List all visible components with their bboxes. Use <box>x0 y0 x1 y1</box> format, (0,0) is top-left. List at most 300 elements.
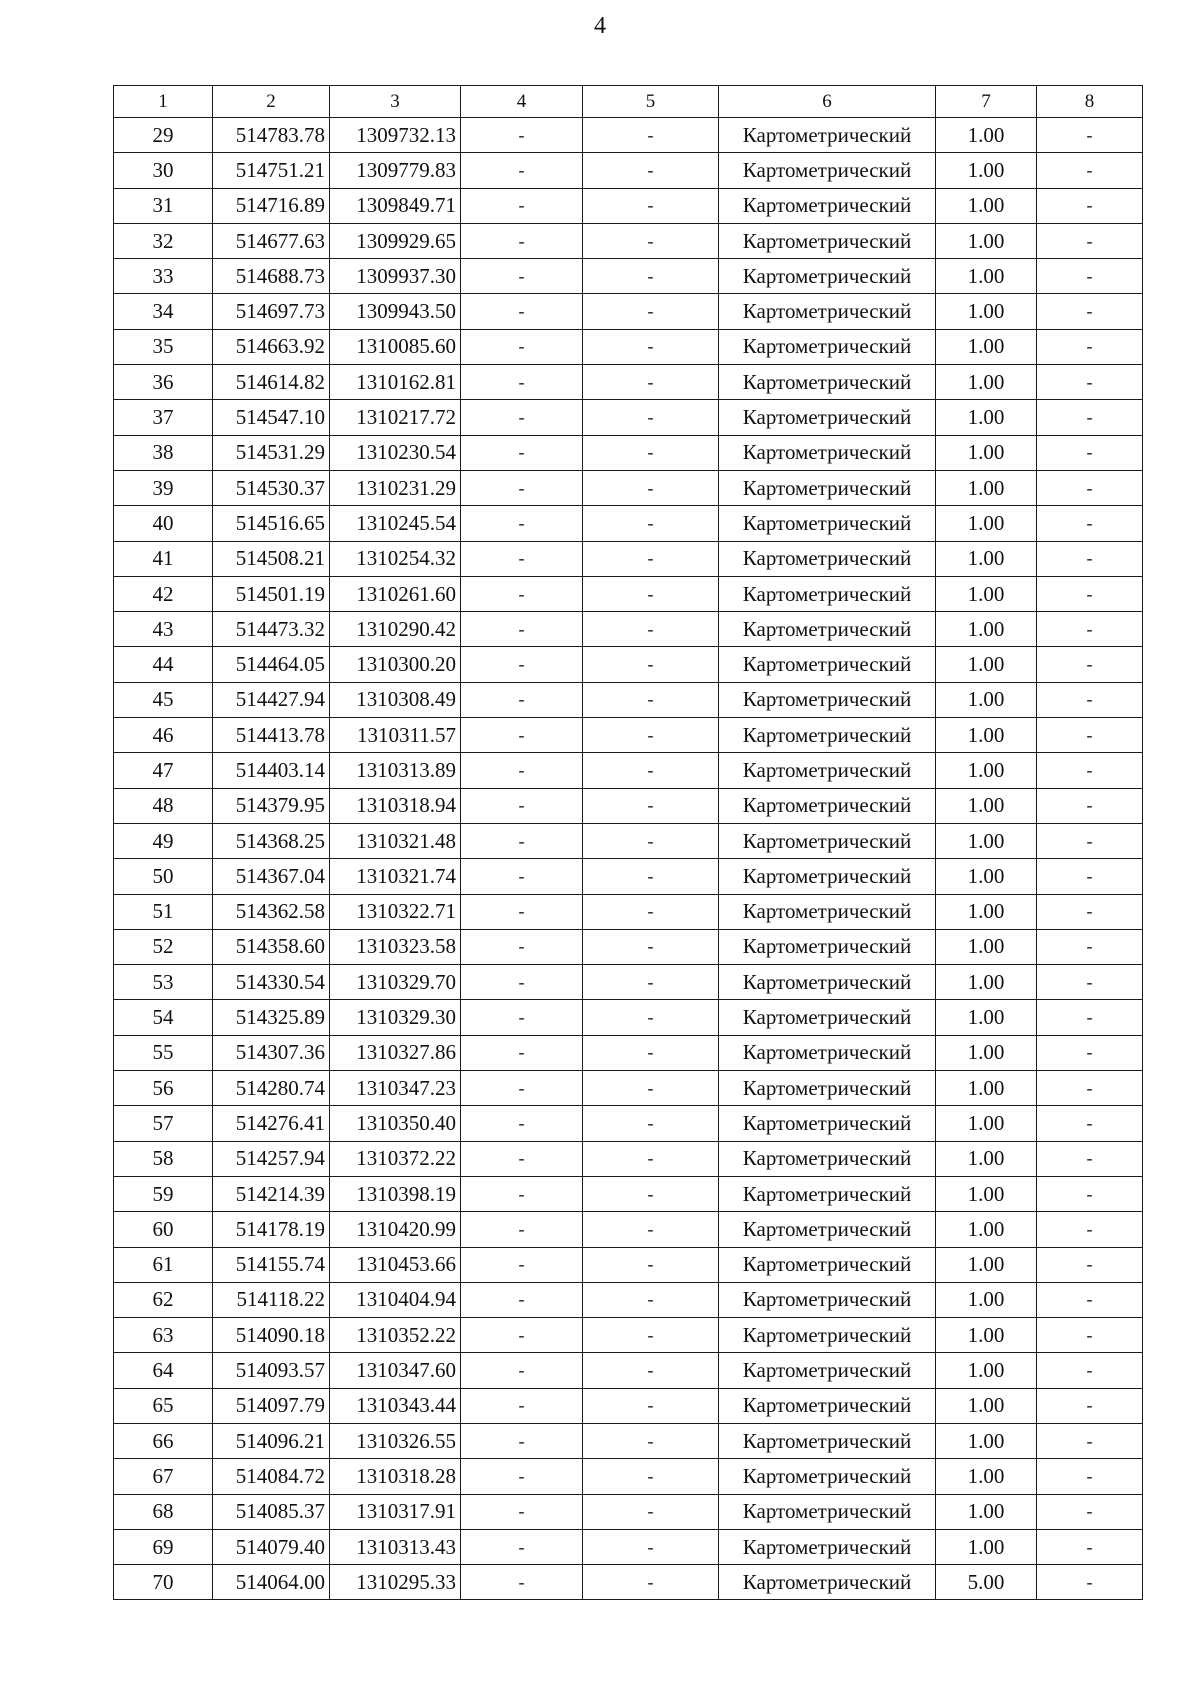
cell-col-4: - <box>461 1388 583 1423</box>
cell-col-4: - <box>461 541 583 576</box>
cell-col-8: - <box>1037 259 1143 294</box>
cell-method: Картометрический <box>719 118 936 153</box>
cell-coord-y: 1310404.94 <box>330 1282 461 1317</box>
cell-coord-x: 514677.63 <box>213 223 330 258</box>
cell-method: Картометрический <box>719 329 936 364</box>
cell-col-4: - <box>461 1106 583 1141</box>
cell-point-number: 67 <box>114 1459 213 1494</box>
table-row <box>114 894 1143 929</box>
cell-col-5: - <box>583 1388 719 1423</box>
cell-method: Картометрический <box>719 541 936 576</box>
column-header-7: 7 <box>936 86 1037 118</box>
cell-point-number: 37 <box>114 400 213 435</box>
cell-col-8: - <box>1037 435 1143 470</box>
cell-method: Картометрический <box>719 400 936 435</box>
cell-col-4: - <box>461 1459 583 1494</box>
cell-coord-y: 1309779.83 <box>330 153 461 188</box>
cell-coord-x: 514096.21 <box>213 1423 330 1458</box>
cell-coord-x: 514079.40 <box>213 1529 330 1564</box>
cell-accuracy: 1.00 <box>936 1212 1037 1247</box>
cell-col-8: - <box>1037 365 1143 400</box>
cell-col-4: - <box>461 859 583 894</box>
cell-col-8: - <box>1037 894 1143 929</box>
cell-point-number: 58 <box>114 1141 213 1176</box>
cell-coord-x: 514413.78 <box>213 718 330 753</box>
cell-accuracy: 1.00 <box>936 329 1037 364</box>
table-row <box>114 1318 1143 1353</box>
cell-point-number: 66 <box>114 1423 213 1458</box>
cell-col-8: - <box>1037 1212 1143 1247</box>
cell-col-5: - <box>583 1176 719 1211</box>
cell-col-4: - <box>461 1000 583 1035</box>
cell-col-4: - <box>461 1212 583 1247</box>
table-row <box>114 1212 1143 1247</box>
cell-point-number: 39 <box>114 470 213 505</box>
cell-coord-y: 1310322.71 <box>330 894 461 929</box>
cell-col-8: - <box>1037 1459 1143 1494</box>
cell-accuracy: 1.00 <box>936 1176 1037 1211</box>
cell-method: Картометрический <box>719 647 936 682</box>
cell-method: Картометрический <box>719 1071 936 1106</box>
cell-col-4: - <box>461 1529 583 1564</box>
column-header-3: 3 <box>330 86 461 118</box>
cell-point-number: 61 <box>114 1247 213 1282</box>
table-row <box>114 1106 1143 1141</box>
cell-coord-x: 514090.18 <box>213 1318 330 1353</box>
cell-method: Картометрический <box>719 1459 936 1494</box>
cell-point-number: 42 <box>114 576 213 611</box>
table-row <box>114 153 1143 188</box>
cell-coord-x: 514379.95 <box>213 788 330 823</box>
cell-coord-x: 514280.74 <box>213 1071 330 1106</box>
cell-coord-x: 514464.05 <box>213 647 330 682</box>
cell-col-4: - <box>461 1565 583 1600</box>
cell-coord-x: 514403.14 <box>213 753 330 788</box>
cell-col-4: - <box>461 365 583 400</box>
cell-method: Картометрический <box>719 682 936 717</box>
table-row <box>114 259 1143 294</box>
cell-coord-y: 1310318.28 <box>330 1459 461 1494</box>
cell-col-8: - <box>1037 753 1143 788</box>
cell-point-number: 40 <box>114 506 213 541</box>
cell-coord-x: 514358.60 <box>213 929 330 964</box>
cell-coord-y: 1310343.44 <box>330 1388 461 1423</box>
cell-col-8: - <box>1037 1565 1143 1600</box>
cell-coord-x: 514093.57 <box>213 1353 330 1388</box>
table-row <box>114 859 1143 894</box>
cell-col-5: - <box>583 470 719 505</box>
table-row <box>114 647 1143 682</box>
cell-col-8: - <box>1037 1494 1143 1529</box>
cell-col-8: - <box>1037 859 1143 894</box>
cell-accuracy: 1.00 <box>936 965 1037 1000</box>
table-row <box>114 506 1143 541</box>
cell-method: Картометрический <box>719 365 936 400</box>
cell-col-8: - <box>1037 153 1143 188</box>
cell-point-number: 48 <box>114 788 213 823</box>
cell-col-4: - <box>461 1247 583 1282</box>
cell-col-5: - <box>583 1494 719 1529</box>
cell-accuracy: 1.00 <box>936 1318 1037 1353</box>
table-row <box>114 1565 1143 1600</box>
cell-method: Картометрический <box>719 1282 936 1317</box>
cell-col-4: - <box>461 929 583 964</box>
cell-col-5: - <box>583 1459 719 1494</box>
table-row <box>114 1388 1143 1423</box>
cell-col-8: - <box>1037 576 1143 611</box>
table-row <box>114 329 1143 364</box>
cell-coord-x: 514516.65 <box>213 506 330 541</box>
cell-col-4: - <box>461 1494 583 1529</box>
cell-method: Картометрический <box>719 153 936 188</box>
cell-coord-y: 1309732.13 <box>330 118 461 153</box>
cell-col-8: - <box>1037 612 1143 647</box>
cell-col-8: - <box>1037 294 1143 329</box>
cell-method: Картометрический <box>719 718 936 753</box>
cell-accuracy: 1.00 <box>936 929 1037 964</box>
cell-point-number: 55 <box>114 1035 213 1070</box>
cell-point-number: 33 <box>114 259 213 294</box>
cell-accuracy: 1.00 <box>936 1071 1037 1106</box>
cell-accuracy: 1.00 <box>936 1106 1037 1141</box>
table-row <box>114 400 1143 435</box>
cell-col-5: - <box>583 859 719 894</box>
cell-point-number: 49 <box>114 823 213 858</box>
cell-coord-y: 1310254.32 <box>330 541 461 576</box>
cell-point-number: 35 <box>114 329 213 364</box>
cell-col-4: - <box>461 506 583 541</box>
cell-col-4: - <box>461 470 583 505</box>
cell-coord-y: 1309943.50 <box>330 294 461 329</box>
cell-coord-y: 1310245.54 <box>330 506 461 541</box>
cell-accuracy: 1.00 <box>936 682 1037 717</box>
cell-point-number: 68 <box>114 1494 213 1529</box>
cell-accuracy: 1.00 <box>936 823 1037 858</box>
cell-point-number: 62 <box>114 1282 213 1317</box>
cell-col-8: - <box>1037 929 1143 964</box>
cell-coord-y: 1309849.71 <box>330 188 461 223</box>
cell-method: Картометрический <box>719 1353 936 1388</box>
cell-col-5: - <box>583 400 719 435</box>
cell-coord-y: 1310230.54 <box>330 435 461 470</box>
cell-col-8: - <box>1037 647 1143 682</box>
cell-point-number: 54 <box>114 1000 213 1035</box>
cell-method: Картометрический <box>719 753 936 788</box>
cell-method: Картометрический <box>719 294 936 329</box>
cell-col-5: - <box>583 1565 719 1600</box>
cell-coord-x: 514325.89 <box>213 1000 330 1035</box>
cell-col-4: - <box>461 612 583 647</box>
cell-accuracy: 1.00 <box>936 153 1037 188</box>
cell-col-8: - <box>1037 1388 1143 1423</box>
cell-col-8: - <box>1037 1106 1143 1141</box>
cell-method: Картометрический <box>719 259 936 294</box>
cell-coord-y: 1310162.81 <box>330 365 461 400</box>
cell-coord-x: 514688.73 <box>213 259 330 294</box>
column-header-6: 6 <box>719 86 936 118</box>
cell-point-number: 34 <box>114 294 213 329</box>
cell-col-4: - <box>461 1282 583 1317</box>
cell-col-8: - <box>1037 1176 1143 1211</box>
cell-col-8: - <box>1037 1000 1143 1035</box>
cell-accuracy: 1.00 <box>936 1494 1037 1529</box>
cell-col-5: - <box>583 1529 719 1564</box>
cell-coord-y: 1309937.30 <box>330 259 461 294</box>
cell-accuracy: 1.00 <box>936 576 1037 611</box>
cell-coord-x: 514530.37 <box>213 470 330 505</box>
cell-point-number: 65 <box>114 1388 213 1423</box>
cell-accuracy: 1.00 <box>936 612 1037 647</box>
cell-point-number: 69 <box>114 1529 213 1564</box>
cell-col-4: - <box>461 259 583 294</box>
cell-point-number: 57 <box>114 1106 213 1141</box>
table-row <box>114 470 1143 505</box>
cell-accuracy: 1.00 <box>936 435 1037 470</box>
cell-col-5: - <box>583 1282 719 1317</box>
cell-col-8: - <box>1037 1282 1143 1317</box>
cell-col-5: - <box>583 1423 719 1458</box>
cell-accuracy: 1.00 <box>936 894 1037 929</box>
cell-method: Картометрический <box>719 859 936 894</box>
cell-accuracy: 1.00 <box>936 718 1037 753</box>
cell-method: Картометрический <box>719 188 936 223</box>
cell-coord-x: 514473.32 <box>213 612 330 647</box>
cell-col-5: - <box>583 965 719 1000</box>
cell-coord-y: 1310453.66 <box>330 1247 461 1282</box>
table-row <box>114 294 1143 329</box>
cell-coord-x: 514367.04 <box>213 859 330 894</box>
cell-method: Картометрический <box>719 1529 936 1564</box>
cell-coord-y: 1310290.42 <box>330 612 461 647</box>
cell-coord-x: 514330.54 <box>213 965 330 1000</box>
cell-col-8: - <box>1037 506 1143 541</box>
cell-point-number: 56 <box>114 1071 213 1106</box>
cell-coord-y: 1310311.57 <box>330 718 461 753</box>
cell-method: Картометрический <box>719 1565 936 1600</box>
cell-coord-x: 514084.72 <box>213 1459 330 1494</box>
column-header-1: 1 <box>114 86 213 118</box>
table-row <box>114 1529 1143 1564</box>
cell-col-4: - <box>461 718 583 753</box>
cell-coord-x: 514783.78 <box>213 118 330 153</box>
cell-method: Картометрический <box>719 612 936 647</box>
cell-col-5: - <box>583 1035 719 1070</box>
cell-col-5: - <box>583 188 719 223</box>
cell-col-4: - <box>461 223 583 258</box>
cell-accuracy: 1.00 <box>936 1247 1037 1282</box>
cell-coord-y: 1310085.60 <box>330 329 461 364</box>
cell-method: Картометрический <box>719 1000 936 1035</box>
cell-col-4: - <box>461 894 583 929</box>
table-row <box>114 1353 1143 1388</box>
cell-col-8: - <box>1037 788 1143 823</box>
cell-point-number: 52 <box>114 929 213 964</box>
cell-coord-x: 514362.58 <box>213 894 330 929</box>
cell-point-number: 64 <box>114 1353 213 1388</box>
cell-col-5: - <box>583 1071 719 1106</box>
cell-col-5: - <box>583 1212 719 1247</box>
cell-col-8: - <box>1037 1529 1143 1564</box>
cell-col-5: - <box>583 435 719 470</box>
cell-col-5: - <box>583 541 719 576</box>
cell-col-5: - <box>583 1000 719 1035</box>
cell-coord-y: 1310231.29 <box>330 470 461 505</box>
table-row <box>114 223 1143 258</box>
cell-accuracy: 1.00 <box>936 1282 1037 1317</box>
cell-coord-y: 1310398.19 <box>330 1176 461 1211</box>
cell-method: Картометрический <box>719 1318 936 1353</box>
cell-accuracy: 1.00 <box>936 1423 1037 1458</box>
cell-point-number: 29 <box>114 118 213 153</box>
table-row <box>114 1423 1143 1458</box>
cell-coord-y: 1310329.30 <box>330 1000 461 1035</box>
table-row <box>114 823 1143 858</box>
cell-point-number: 36 <box>114 365 213 400</box>
cell-coord-x: 514097.79 <box>213 1388 330 1423</box>
cell-col-4: - <box>461 1353 583 1388</box>
cell-method: Картометрический <box>719 1423 936 1458</box>
column-header-8: 8 <box>1037 86 1143 118</box>
cell-coord-x: 514716.89 <box>213 188 330 223</box>
table-row <box>114 929 1143 964</box>
cell-col-5: - <box>583 753 719 788</box>
cell-col-4: - <box>461 188 583 223</box>
cell-accuracy: 1.00 <box>936 1141 1037 1176</box>
cell-accuracy: 1.00 <box>936 400 1037 435</box>
cell-coord-y: 1310217.72 <box>330 400 461 435</box>
cell-col-8: - <box>1037 1141 1143 1176</box>
cell-method: Картометрический <box>719 1212 936 1247</box>
cell-point-number: 45 <box>114 682 213 717</box>
cell-col-8: - <box>1037 223 1143 258</box>
column-header-4: 4 <box>461 86 583 118</box>
table-row <box>114 188 1143 223</box>
cell-coord-x: 514214.39 <box>213 1176 330 1211</box>
table-row <box>114 1282 1143 1317</box>
cell-coord-x: 514697.73 <box>213 294 330 329</box>
cell-accuracy: 1.00 <box>936 1388 1037 1423</box>
cell-accuracy: 1.00 <box>936 1529 1037 1564</box>
cell-coord-x: 514064.00 <box>213 1565 330 1600</box>
cell-coord-y: 1310326.55 <box>330 1423 461 1458</box>
cell-accuracy: 1.00 <box>936 506 1037 541</box>
cell-coord-x: 514508.21 <box>213 541 330 576</box>
cell-coord-y: 1310372.22 <box>330 1141 461 1176</box>
cell-coord-x: 514427.94 <box>213 682 330 717</box>
cell-col-8: - <box>1037 823 1143 858</box>
cell-col-8: - <box>1037 1318 1143 1353</box>
coordinates-table <box>113 85 1143 1600</box>
cell-accuracy: 1.00 <box>936 470 1037 505</box>
cell-coord-x: 514501.19 <box>213 576 330 611</box>
cell-col-8: - <box>1037 965 1143 1000</box>
table-row <box>114 718 1143 753</box>
cell-coord-x: 514531.29 <box>213 435 330 470</box>
cell-coord-y: 1310313.89 <box>330 753 461 788</box>
cell-accuracy: 1.00 <box>936 223 1037 258</box>
cell-point-number: 70 <box>114 1565 213 1600</box>
cell-point-number: 51 <box>114 894 213 929</box>
cell-method: Картометрический <box>719 1247 936 1282</box>
cell-coord-y: 1310323.58 <box>330 929 461 964</box>
cell-coord-y: 1310321.48 <box>330 823 461 858</box>
cell-col-5: - <box>583 612 719 647</box>
cell-method: Картометрический <box>719 788 936 823</box>
cell-col-8: - <box>1037 1071 1143 1106</box>
table-row <box>114 576 1143 611</box>
cell-coord-y: 1310313.43 <box>330 1529 461 1564</box>
table-row <box>114 365 1143 400</box>
cell-method: Картометрический <box>719 506 936 541</box>
cell-coord-x: 514085.37 <box>213 1494 330 1529</box>
table-row <box>114 788 1143 823</box>
cell-accuracy: 5.00 <box>936 1565 1037 1600</box>
table-row <box>114 1494 1143 1529</box>
cell-accuracy: 1.00 <box>936 259 1037 294</box>
cell-col-4: - <box>461 294 583 329</box>
table-row <box>114 1035 1143 1070</box>
cell-col-5: - <box>583 576 719 611</box>
cell-method: Картометрический <box>719 470 936 505</box>
cell-point-number: 31 <box>114 188 213 223</box>
cell-coord-x: 514118.22 <box>213 1282 330 1317</box>
cell-coord-y: 1310352.22 <box>330 1318 461 1353</box>
cell-col-4: - <box>461 647 583 682</box>
table-row <box>114 118 1143 153</box>
column-header-2: 2 <box>213 86 330 118</box>
cell-col-5: - <box>583 1353 719 1388</box>
cell-coord-y: 1310350.40 <box>330 1106 461 1141</box>
cell-point-number: 43 <box>114 612 213 647</box>
cell-coord-y: 1310327.86 <box>330 1035 461 1070</box>
cell-method: Картометрический <box>719 1106 936 1141</box>
cell-col-8: - <box>1037 1247 1143 1282</box>
cell-col-8: - <box>1037 470 1143 505</box>
cell-point-number: 50 <box>114 859 213 894</box>
cell-accuracy: 1.00 <box>936 1035 1037 1070</box>
cell-accuracy: 1.00 <box>936 188 1037 223</box>
cell-col-5: - <box>583 1318 719 1353</box>
cell-col-5: - <box>583 647 719 682</box>
cell-col-5: - <box>583 682 719 717</box>
cell-point-number: 44 <box>114 647 213 682</box>
table-body <box>114 118 1143 1600</box>
page-number: 4 <box>594 13 606 39</box>
cell-method: Картометрический <box>719 1141 936 1176</box>
cell-col-4: - <box>461 753 583 788</box>
cell-coord-y: 1310317.91 <box>330 1494 461 1529</box>
cell-col-8: - <box>1037 682 1143 717</box>
cell-accuracy: 1.00 <box>936 788 1037 823</box>
cell-accuracy: 1.00 <box>936 1000 1037 1035</box>
cell-point-number: 32 <box>114 223 213 258</box>
table-row <box>114 682 1143 717</box>
cell-method: Картометрический <box>719 929 936 964</box>
cell-coord-y: 1310300.20 <box>330 647 461 682</box>
cell-coord-y: 1310347.60 <box>330 1353 461 1388</box>
cell-col-5: - <box>583 894 719 929</box>
cell-coord-y: 1310347.23 <box>330 1071 461 1106</box>
cell-col-4: - <box>461 329 583 364</box>
cell-coord-y: 1310295.33 <box>330 1565 461 1600</box>
cell-col-8: - <box>1037 718 1143 753</box>
table-row <box>114 1459 1143 1494</box>
cell-method: Картометрический <box>719 1176 936 1211</box>
cell-col-4: - <box>461 118 583 153</box>
cell-accuracy: 1.00 <box>936 859 1037 894</box>
cell-point-number: 63 <box>114 1318 213 1353</box>
cell-point-number: 38 <box>114 435 213 470</box>
